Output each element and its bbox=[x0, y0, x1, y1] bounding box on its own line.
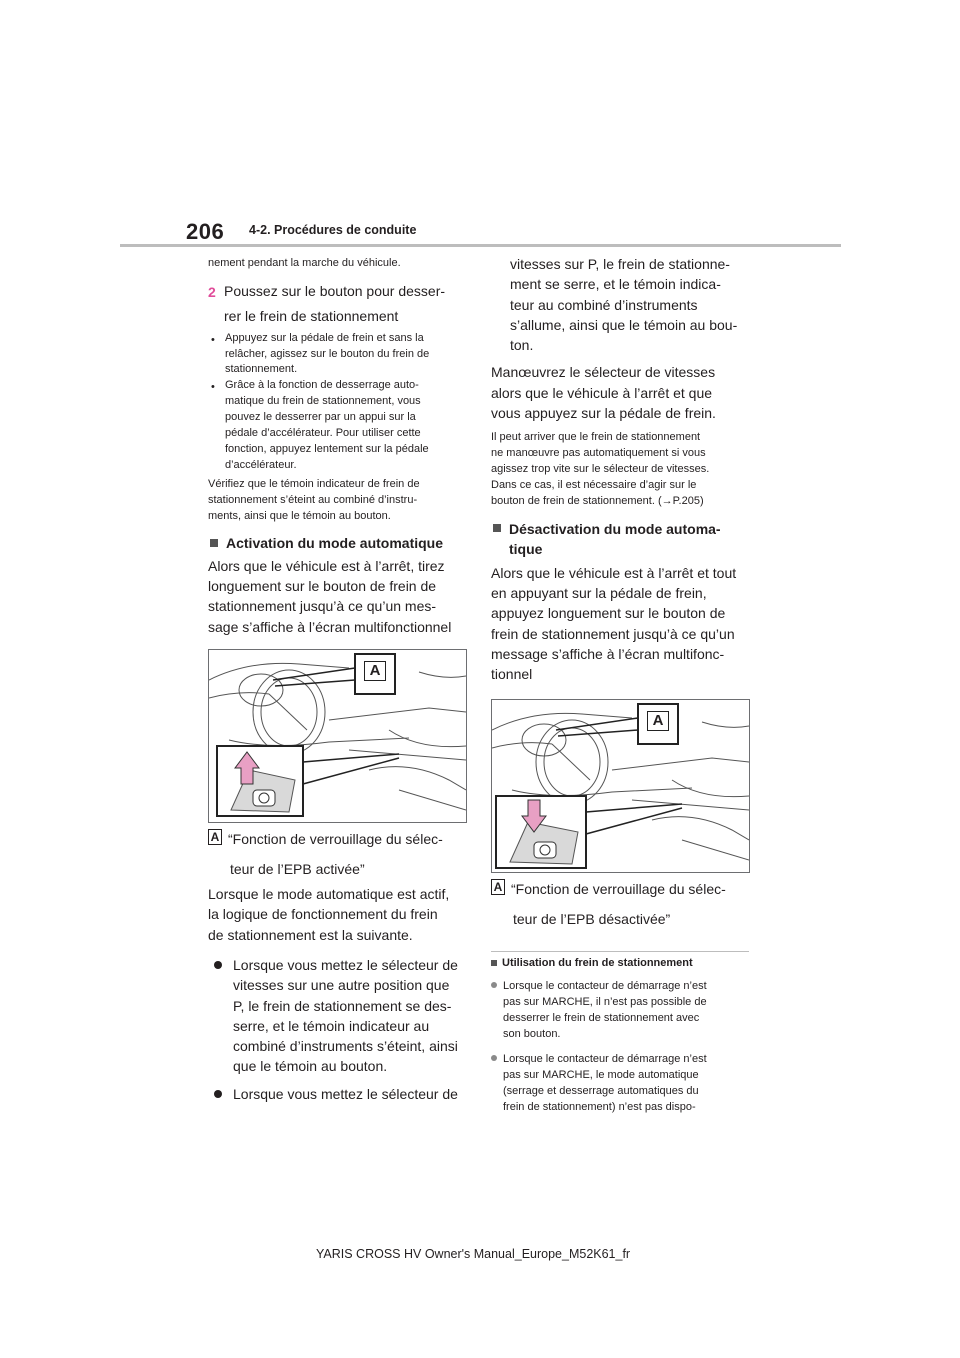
body-line: que le témoin au bouton. bbox=[233, 1058, 388, 1075]
caption-line: “Fonction de verrouillage du sélec- bbox=[228, 831, 443, 848]
note-heading bbox=[491, 956, 753, 970]
continued-text bbox=[491, 254, 753, 355]
body-line: vous appuyez sur la pédale de frein. bbox=[491, 405, 716, 422]
body-line: Manœuvrez le sélecteur de vitesses bbox=[491, 364, 716, 381]
body-line: de stationnement est la suivante. bbox=[208, 926, 413, 943]
left-column bbox=[208, 254, 470, 1104]
note-line: son bouton. bbox=[503, 1028, 561, 1041]
note-item bbox=[491, 1052, 753, 1116]
bullet-mark: • bbox=[211, 333, 215, 346]
bullet-mark: • bbox=[211, 381, 215, 394]
body-line: ton. bbox=[510, 337, 534, 354]
circle-bullet-icon bbox=[214, 1090, 222, 1098]
verify-line: Vérifiez que le témoin indicateur de frein de bbox=[208, 478, 420, 491]
square-bullet-icon bbox=[493, 524, 501, 532]
verify-text bbox=[208, 477, 470, 525]
body-line: s’allume, ainsi que le témoin au bou- bbox=[510, 316, 738, 333]
note-line: pas sur MARCHE, il n’est pas possible de bbox=[503, 996, 707, 1009]
body-line: Lorsque le mode automatique est actif, bbox=[208, 886, 450, 903]
deact-body bbox=[491, 563, 753, 685]
circle-item bbox=[208, 955, 470, 1077]
circle-item bbox=[208, 1084, 470, 1104]
caption-letter-icon: A bbox=[491, 879, 505, 895]
figure-label: A bbox=[647, 711, 669, 731]
note-rule bbox=[491, 951, 749, 952]
note-line: frein de stationnement) n’est pas dispo- bbox=[503, 1101, 696, 1113]
note-line: Lorsque le contacteur de démarrage n’est bbox=[503, 980, 707, 993]
page-footer: YARIS CROSS HV Owner's Manual_Europe_M52K61_fr bbox=[316, 1247, 631, 1261]
body-line: vitesses sur une autre position que bbox=[233, 977, 450, 994]
figure-auto-activation bbox=[208, 649, 467, 823]
page-number: 206 bbox=[186, 219, 225, 244]
caption-line: teur de l’EPB activée” bbox=[230, 861, 365, 878]
deact-heading bbox=[491, 519, 753, 560]
body-line: Lorsque vous mettez le sélecteur de bbox=[233, 956, 458, 973]
circle-bullet-icon bbox=[491, 1055, 497, 1061]
auto-body bbox=[208, 556, 470, 637]
heading-text: Activation du mode automatique bbox=[226, 534, 444, 551]
small-line: Il peut arriver que le frein de stationnement bbox=[491, 431, 701, 444]
bullet-list bbox=[208, 331, 470, 474]
note-line: desserrer le frein de stationnement avec bbox=[503, 1012, 700, 1025]
body-line: la logique de fonctionnement du frein bbox=[208, 906, 438, 923]
square-bullet-icon bbox=[491, 960, 497, 966]
figure-caption bbox=[491, 879, 753, 899]
logic-text bbox=[208, 884, 470, 945]
body-line: message s’affiche à l’écran multifonc- bbox=[491, 645, 725, 662]
small-line: Dans ce cas, il est nécessaire d’agir sur le bbox=[491, 479, 697, 492]
step-line: rer le frein de stationnement bbox=[224, 308, 399, 325]
bullet-line: fonction, appuyez lentement sur la pédale bbox=[225, 443, 429, 456]
bullet-line: Grâce à la fonction de desserrage auto- bbox=[225, 379, 419, 392]
bullet-line: stationnement. bbox=[225, 363, 298, 376]
figure-label: A bbox=[364, 661, 386, 681]
body-line: serre, et le témoin indicateur au bbox=[233, 1017, 430, 1034]
figure-caption bbox=[208, 829, 470, 849]
body-line: vitesses sur P, le frein de stationne- bbox=[510, 256, 730, 272]
bullet-line: pédale d’accélérateur. Pour utiliser cette bbox=[225, 427, 421, 440]
body-line: ment se serre, et le témoin indica- bbox=[510, 276, 721, 293]
step-line: Poussez sur le bouton pour desser- bbox=[224, 283, 446, 299]
body-line: tionnel bbox=[491, 666, 533, 683]
caption-line: “Fonction de verrouillage du sélec- bbox=[511, 881, 726, 898]
body-line: combiné d’instruments s’éteint, ainsi bbox=[233, 1038, 458, 1055]
auto-heading bbox=[208, 534, 470, 553]
body-line: sage s’affiche à l’écran multifonctionnel bbox=[208, 618, 452, 635]
bullet-line: pouvez le desserrer par un appui sur la bbox=[225, 411, 416, 424]
section-title: 4-2. Procédures de conduite bbox=[249, 223, 417, 237]
verify-line: stationnement s’éteint au combiné d’instru- bbox=[208, 493, 418, 506]
caption-line: teur de l’EPB désactivée” bbox=[513, 911, 671, 928]
figure-auto-deactivation bbox=[491, 699, 750, 873]
circle-bullet-icon bbox=[214, 961, 222, 969]
body-line: Alors que le véhicule est à l’arrêt, tirez bbox=[208, 557, 445, 574]
body-line: stationnement jusqu’à ce qu’un mes- bbox=[208, 598, 437, 615]
note-item bbox=[491, 979, 753, 1043]
body-line: Alors que le véhicule est à l’arrêt et tout bbox=[491, 564, 737, 581]
bullet-line: matique du frein de stationnement, vous bbox=[225, 395, 421, 408]
step-2 bbox=[208, 281, 470, 327]
manoeuvre-text bbox=[491, 362, 753, 423]
body-line: appuyez longuement sur le bouton de bbox=[491, 605, 726, 622]
caption-letter-icon: A bbox=[208, 829, 222, 845]
small-note bbox=[491, 430, 753, 510]
intro-text: nement pendant la marche du véhicule. bbox=[208, 257, 401, 269]
small-line: agissez trop vite sur le sélecteur de vitesses. bbox=[491, 463, 710, 476]
body-line: longuement sur le bouton de frein de bbox=[208, 578, 437, 595]
body-line: en appuyant sur la pédale de frein, bbox=[491, 584, 707, 601]
body-line: Lorsque vous mettez le sélecteur de bbox=[233, 1085, 458, 1102]
body-line: frein de stationnement jusqu’à ce qu’un bbox=[491, 625, 735, 642]
right-column bbox=[491, 254, 753, 1116]
small-line: bouton de frein de stationnement. (→P.205) bbox=[491, 495, 704, 508]
header-rule bbox=[120, 244, 841, 247]
bullet-item bbox=[208, 331, 470, 379]
body-line: P, le frein de stationnement se des- bbox=[233, 997, 452, 1014]
note-line: Lorsque le contacteur de démarrage n’est bbox=[503, 1053, 707, 1066]
bullet-line: d’accélérateur. bbox=[225, 459, 297, 472]
bullet-line: relâcher, agissez sur le bouton du frein de bbox=[225, 347, 430, 360]
circle-bullet-icon bbox=[491, 982, 497, 988]
dashboard-illustration bbox=[492, 700, 749, 872]
dashboard-illustration bbox=[209, 650, 466, 822]
body-line: alors que le véhicule à l’arrêt et que bbox=[491, 384, 713, 401]
step-number: 2 bbox=[208, 284, 216, 300]
bullet-item bbox=[208, 378, 470, 474]
note-line: (serrage et desserrage automatiques du bbox=[503, 1085, 699, 1098]
body-line: teur au combiné d’instruments bbox=[510, 296, 698, 313]
note-line: pas sur MARCHE, le mode automatique bbox=[503, 1069, 699, 1082]
heading-text: tique bbox=[509, 541, 543, 558]
heading-text: Désactivation du mode automa- bbox=[509, 521, 721, 538]
square-bullet-icon bbox=[210, 539, 218, 547]
bullet-line: Appuyez sur la pédale de frein et sans la bbox=[225, 331, 424, 344]
small-line: ne manœuvre pas automatiquement si vous bbox=[491, 447, 706, 460]
heading-text: Utilisation du frein de stationnement bbox=[502, 957, 693, 970]
verify-line: ments, ainsi que le témoin au bouton. bbox=[208, 509, 391, 522]
